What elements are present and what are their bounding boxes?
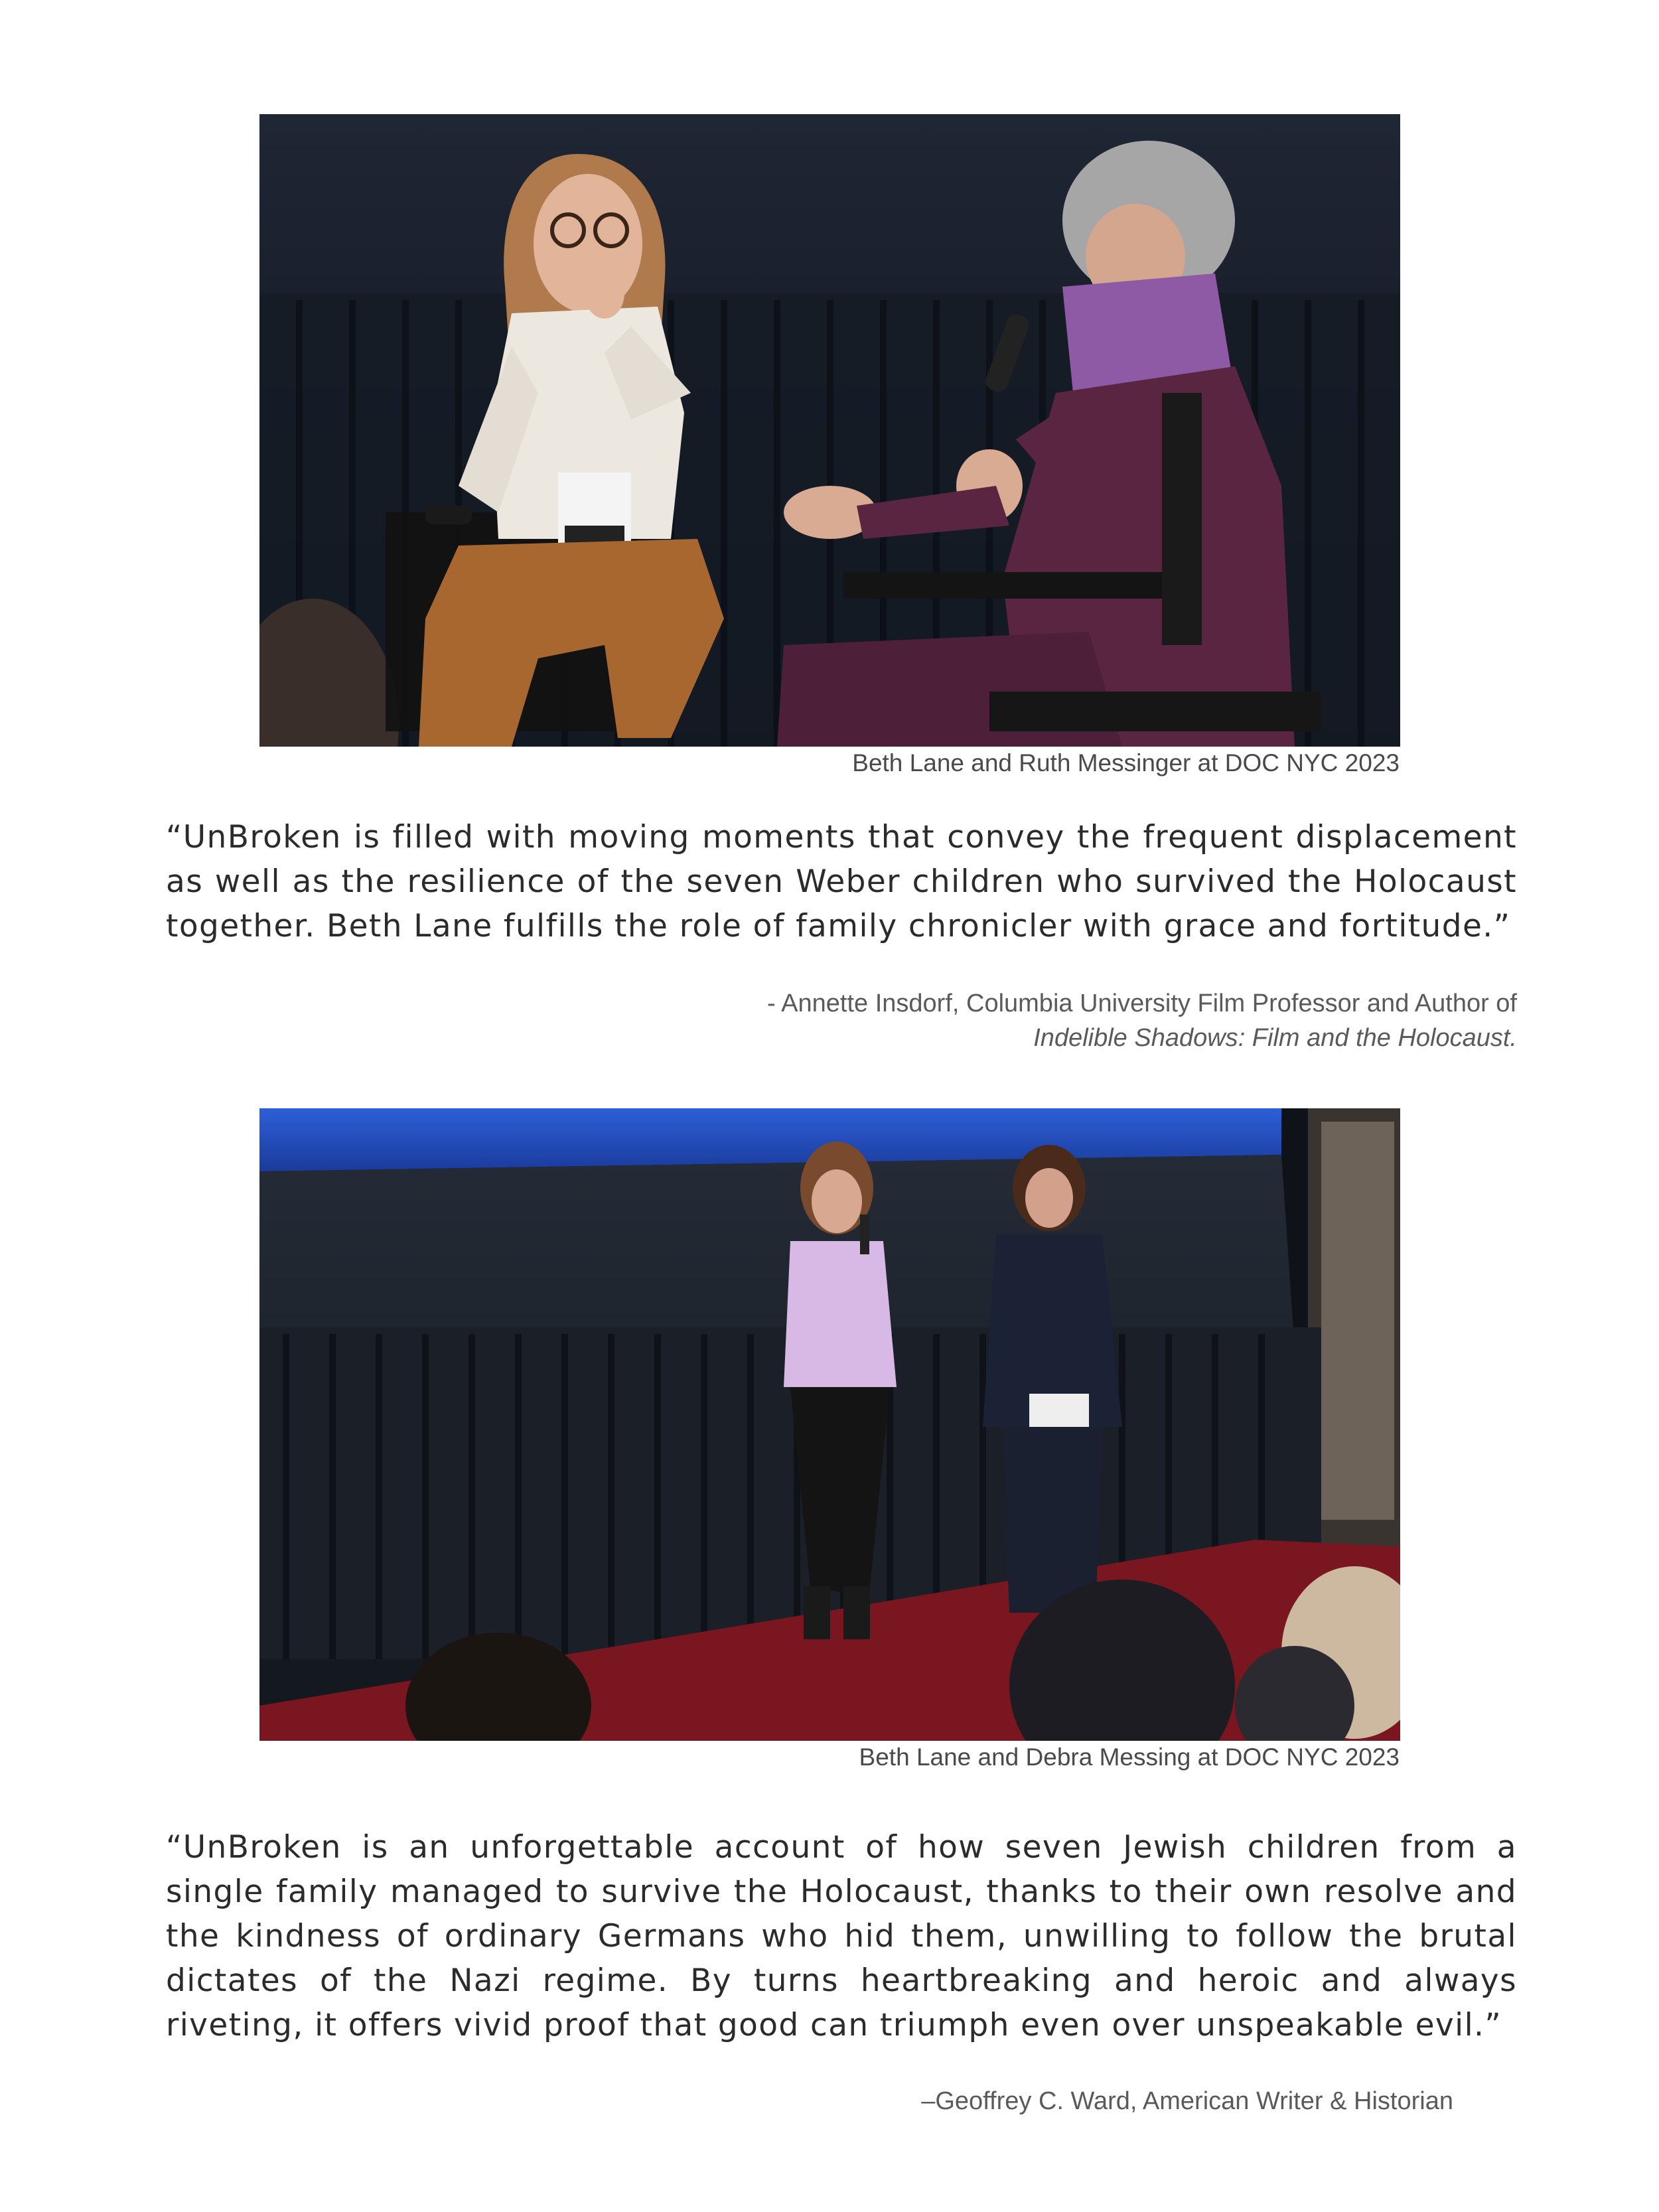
quote-attribution <box>767 986 1517 1055</box>
book-subtitle: : Film and the Holocaust. <box>1238 1024 1517 1052</box>
photo-stage-talk <box>259 1108 1400 1741</box>
photo-caption: Beth Lane and Ruth Messinger at DOC NYC 2023 <box>852 749 1400 776</box>
testimonial-quote: “UnBroken is filled with moving moments that convey the frequent displacement as well as the resilience of the seven Weber children who survived the Holocaust together. Beth Lane fulfills the role of family chronicler with grace and fortitude.” <box>166 819 1517 944</box>
attribution-line <box>767 1021 1517 1055</box>
photo-caption: Beth Lane and Debra Messing at DOC NYC 2023 <box>859 1743 1400 1771</box>
attribution-line: - Annette Insdorf, Columbia University Film Professor and Author of <box>767 990 1517 1017</box>
quote-attribution: –Geoffrey C. Ward, American Writer & Historian <box>921 2087 1453 2115</box>
testimonial-quote: “UnBroken is an unforgettable account of how seven Jewish children from a single family managed to survive the Holocaust, thanks to their own resolve and the kindness of ordinary Germans who hid them, unwilling to follow the brutal dictates of the Nazi regime. By turns heartbreaking and heroic and always riveting, it offers vivid proof that good can triumph even over unspeakable evil.” <box>166 1829 1517 2043</box>
photo-panel-discussion <box>259 114 1400 747</box>
book-title: Indelible Shadows <box>1033 1024 1238 1052</box>
